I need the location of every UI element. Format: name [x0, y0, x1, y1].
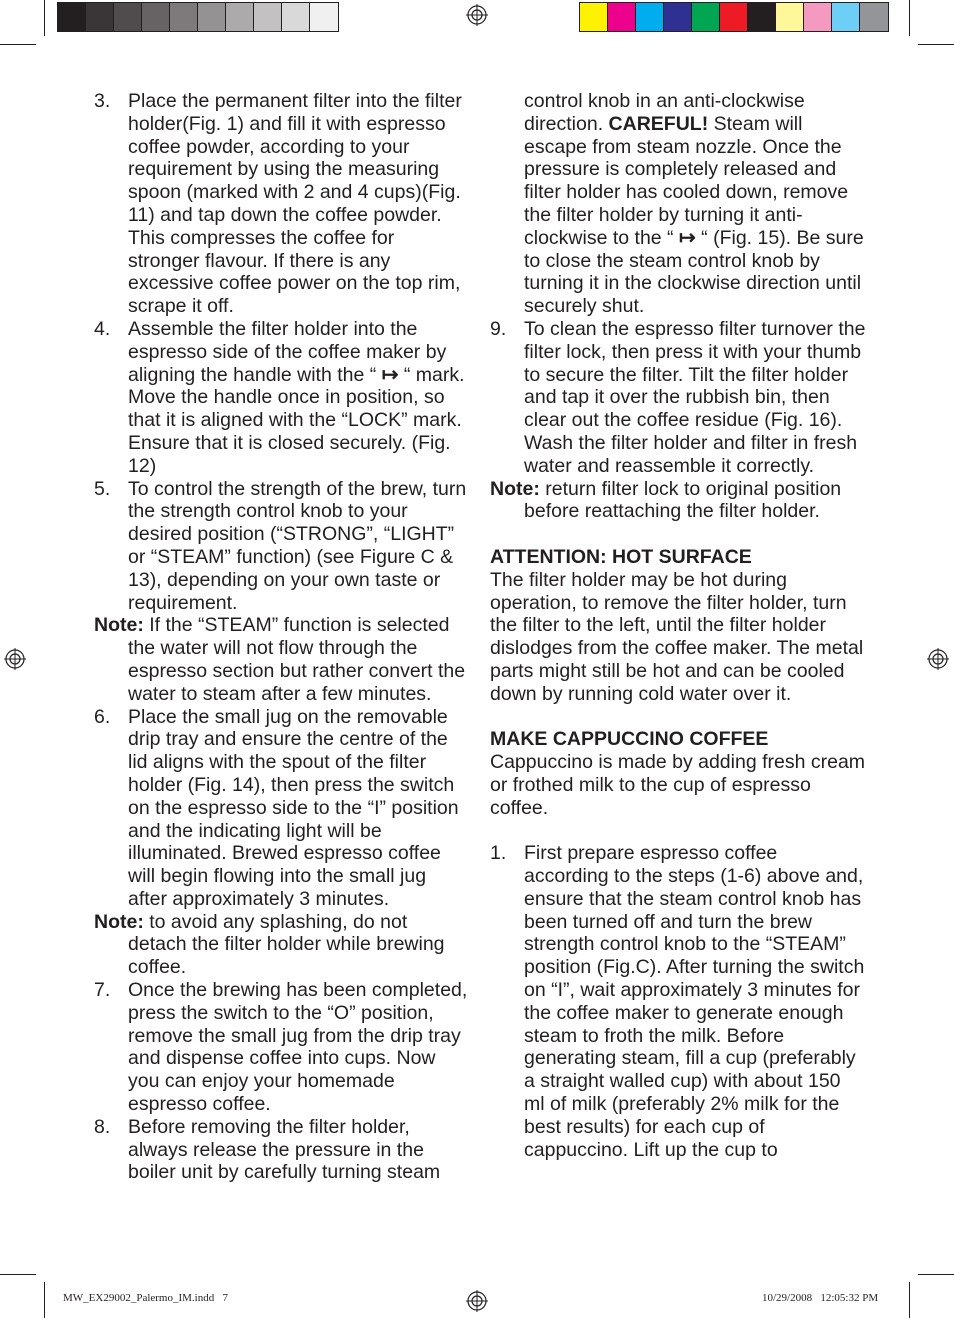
- color-swatch: [748, 3, 776, 31]
- item-number: 7.: [94, 979, 111, 1002]
- item-text: Assemble the filter holder into the espresso side of the coffee maker by aligning the handle with the “ ↦ “ mark. Move the handle once in position, so that it is aligned with the “LOCK” mark. Ensure that it is closed securely. (Fig. 12): [128, 317, 465, 477]
- list-item: [94, 90, 470, 318]
- item-number: 9.: [490, 317, 507, 340]
- item-text: Place the permanent filter into the filter holder(Fig. 1) and fill it with espresso coffee powder, according to your requirement by using the measuring spoon (marked with 2 and 4 cups)(Fig. 11) and tap down the coffee powder. This compresses the coffee for stronger flavour. If there is any excessive coffee power on the top rim, scrape it off.: [128, 90, 462, 318]
- unlock-arrow-icon: ↦: [381, 363, 399, 386]
- note-label: Note:: [490, 477, 540, 500]
- color-swatch: [170, 3, 198, 31]
- color-swatch: [58, 3, 86, 31]
- footer-timestamp: 10/29/2008 12:05:32 PM: [762, 1292, 879, 1304]
- registration-mark-icon: [466, 4, 488, 26]
- item-continuation: control knob in an anti-clockwise direction. CAREFUL! Steam will escape from steam nozzle. Once the pressure is completely released and filter holder has cooled down, remove the filter holder by turning it anti-clockwise to the “ ↦ “ (Fig. 15). Be sure to close the steam control knob by turning it in the clockwise direction until securely shut.: [524, 90, 864, 318]
- item-number: 1.: [490, 842, 507, 865]
- crop-mark: [918, 44, 954, 45]
- footer-file-name: MW_EX29002_Palermo_IM.indd 7: [63, 1292, 228, 1304]
- list-item: [490, 318, 866, 478]
- registration-mark-icon: [927, 648, 949, 670]
- crop-mark: [918, 1274, 954, 1275]
- list-item: [94, 318, 470, 478]
- color-swatch: [282, 3, 310, 31]
- color-swatch: [142, 3, 170, 31]
- color-swatch: [608, 3, 636, 31]
- crop-mark: [0, 44, 36, 45]
- color-swatch: [832, 3, 860, 31]
- list-item: [94, 1116, 470, 1184]
- crop-mark: [909, 0, 910, 36]
- registration-mark-icon: [4, 648, 26, 670]
- item-text: To control the strength of the brew, turn the strength control knob to your desired position (“STRONG”, “LIGHT” or “STEAM” function) (see Figure C & 13), depending on your own taste or requirement.: [128, 477, 467, 614]
- section-heading: MAKE CAPPUCCINO COFFEE: [490, 728, 769, 751]
- crop-mark: [44, 0, 45, 36]
- item-text: To clean the espresso filter turnover the filter lock, then press it with your thumb to secure the filter. Tilt the filter holder and tap it over the rubbish bin, then clear out the coffee residue (Fig. 16). Wash the filter holder and filter in fresh water and reassemble it correctly.: [524, 317, 866, 477]
- color-swatch: [226, 3, 254, 31]
- color-swatch: [114, 3, 142, 31]
- item-number: 6.: [94, 705, 111, 728]
- left-column: [94, 90, 470, 1184]
- careful-label: CAREFUL!: [608, 112, 709, 135]
- registration-mark-icon: [466, 1290, 488, 1312]
- color-swatch: [776, 3, 804, 31]
- list-item: [94, 706, 470, 911]
- note: Note: return filter lock to original position before reattaching the filter holder.: [490, 477, 842, 523]
- item-text: Before removing the filter holder, always release the pressure in the boiler unit by carefully turning steam: [128, 1115, 441, 1184]
- color-swatch: [86, 3, 114, 31]
- note: Note: to avoid any splashing, do not detach the filter holder while brewing coffee.: [94, 910, 445, 979]
- crop-mark: [909, 1282, 910, 1318]
- note: Note: If the “STEAM” function is selected the water will not flow through the espresso section but rather convert the water to steam after a few minutes.: [94, 614, 466, 705]
- color-swatch: [860, 3, 888, 31]
- color-swatch: [254, 3, 282, 31]
- item-text: First prepare espresso coffee according to the steps (1-6) above and, ensure that the steam control knob has been turned off and turn the brew strength control knob to the “STEAM” position (Fig.C). After turning the switch on “I”, wait approximately 3 minutes for the coffee maker to generate enough steam to froth the milk. Before generating steam, fill a cup (preferably a straight walled cup) with about 150 ml of milk (preferably 2% milk for the best results) for each cup of cappuccino. Lift up the cup to: [524, 842, 865, 1161]
- color-swatch: [310, 3, 338, 31]
- grayscale-color-bar: [57, 2, 339, 32]
- crop-mark: [44, 1282, 45, 1318]
- color-swatch: [198, 3, 226, 31]
- color-swatch: [720, 3, 748, 31]
- item-text: Place the small jug on the removable drip tray and ensure the centre of the lid aligns with the spout of the filter holder (Fig. 14), then press the switch on the espresso side to the “I” position and the indicating light will be illuminated. Brewed espresso coffee will begin flowing into the small jug after approximately 3 minutes.: [128, 705, 459, 910]
- color-swatch: [636, 3, 664, 31]
- list-item: [94, 979, 470, 1116]
- note-label: Note:: [94, 910, 144, 933]
- color-swatch: [664, 3, 692, 31]
- unlock-arrow-icon: ↦: [678, 226, 696, 249]
- item-number: 4.: [94, 317, 111, 340]
- item-number: 5.: [94, 477, 111, 500]
- color-swatch: [692, 3, 720, 31]
- crop-mark: [0, 1274, 36, 1275]
- paragraph: Cappuccino is made by adding fresh cream or frothed milk to the cup of espresso coffee.: [490, 751, 866, 819]
- item-number: 3.: [94, 90, 111, 112]
- item-number: 8.: [94, 1115, 111, 1138]
- paragraph: The filter holder may be hot during operation, to remove the filter holder, turn the filter to the left, until the filter holder dislodges from the coffee maker. The metal parts might still be hot and can be cooled down by running cold water over it.: [490, 568, 864, 705]
- color-swatch: [804, 3, 832, 31]
- section-heading: ATTENTION: HOT SURFACE: [490, 545, 752, 568]
- list-item: [94, 478, 470, 615]
- process-color-bar: [579, 2, 889, 32]
- right-column: [490, 90, 866, 1161]
- color-swatch: [580, 3, 608, 31]
- note-label: Note:: [94, 614, 144, 637]
- list-item: [490, 842, 866, 1161]
- item-text: Once the brewing has been completed, press the switch to the “O” position, remove the small jug from the drip tray and dispense coffee into cups. Now you can enjoy your homemade espresso coffee.: [128, 979, 468, 1116]
